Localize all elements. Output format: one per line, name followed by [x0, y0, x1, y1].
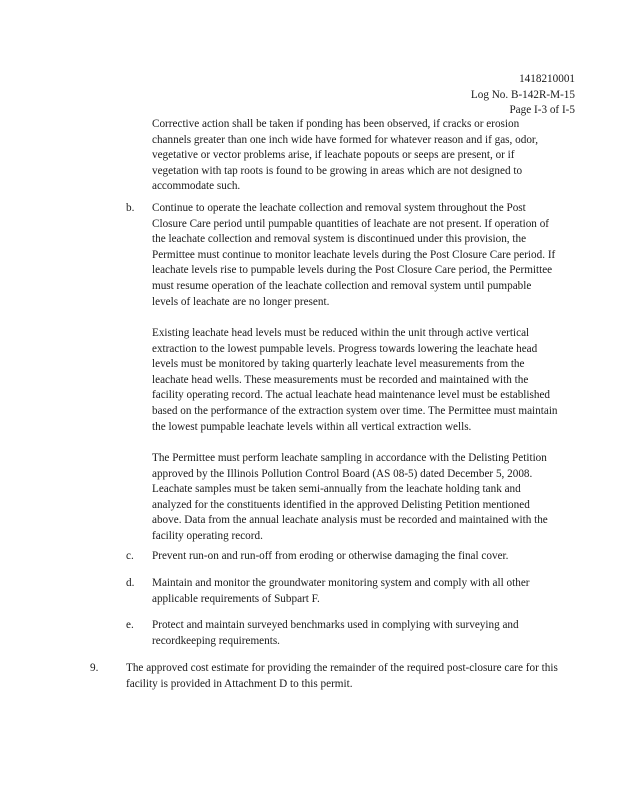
- item-e-marker: e.: [126, 619, 134, 631]
- item-9-marker: 9.: [90, 662, 99, 674]
- corrective-action-paragraph: Corrective action shall be taken if ponding has been observed, if cracks or erosion channels greater than one inch wide have formed for whatever reason and if gas, odor, vegetative or vector problems arise, if leachate popouts or seeps are present, or if vegetation with tap roots is found to be growing in areas which are not designed to accommodate such.: [152, 118, 538, 193]
- item-e-paragraph: Protect and maintain surveyed benchmarks used in complying with surveying and recordkeeping requirements.: [152, 619, 519, 647]
- page-reference: Page I-3 of I-5: [509, 104, 575, 116]
- item-9-paragraph: The approved cost estimate for providing the remainder of the required post-closure care for this facility is provided in Attachment D to this permit.: [126, 662, 558, 690]
- leachate-head-paragraph: Existing leachate head levels must be reduced within the unit through active vertical extraction to the lowest pumpable levels. Progress towards lowering the leachate head levels must be monitored by taking quarterly leachate level measurements from the leachate head wells. These measurements must be recorded and maintained with the facility operating record. The actual leachate head maintenance level must be established based on the performance of the extraction system over time. The Permittee must maintain the lowest pumpable leachate levels within all vertical extraction wells.: [152, 327, 558, 433]
- item-c-paragraph: Prevent run-on and run-off from eroding or otherwise damaging the final cover.: [152, 550, 509, 562]
- leachate-sampling-paragraph: The Permittee must perform leachate sampling in accordance with the Delisting Petition approved by the Illinois Pollution Control Board (AS 08-5) dated December 5, 2008. Leachate samples must be taken semi-annually from the leachate holding tank and analyzed for the constituents identified in the approved Delisting Petition mentioned above. Data from the annual leachate analysis must be recorded and maintained with the facility operating record.: [152, 452, 548, 542]
- document-number: 1418210001: [519, 73, 575, 85]
- item-b-paragraph: Continue to operate the leachate collection and removal system throughout the Post Closure Care period until pumpable quantities of leachate are not present. If operation of the leachate collection and removal system is discontinued under this provision, the Permittee must continue to monitor leachate levels during the Post Closure Care period. If leachate levels rise to pumpable levels during the Post Closure Care period, the Permittee must resume operation of the leachate collection and removal system until pumpable levels of leachate are no longer present.: [152, 202, 556, 308]
- item-d-marker: d.: [126, 577, 135, 589]
- log-number: Log No. B-142R-M-15: [470, 88, 575, 101]
- item-d-paragraph: Maintain and monitor the groundwater monitoring system and comply with all other applicable requirements of Subpart F.: [152, 577, 530, 605]
- item-b-marker: b.: [126, 202, 135, 214]
- page-header: [471, 72, 575, 119]
- item-c-marker: c.: [126, 550, 134, 562]
